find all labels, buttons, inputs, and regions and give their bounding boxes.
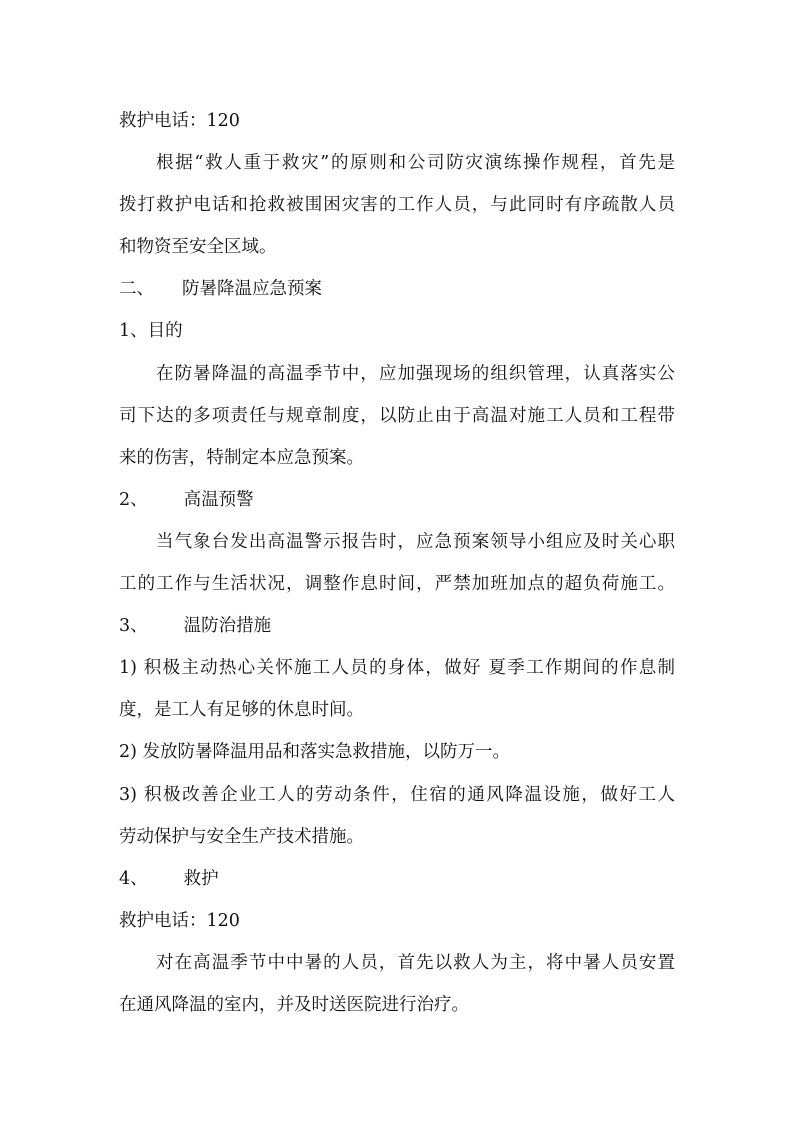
paragraph-line: 当气象台发出高温警示报告时，应急预案领导小组应及时关心职: [156, 531, 675, 552]
paragraph-line: 根据“救人重于救灾”的原则和公司防灾演练操作规程，首先是: [156, 153, 675, 174]
rescue-phone-line: 救护电话：120: [119, 111, 240, 131]
measure-line: 2) 发放防暑降温用品和落实急救措施，以防万一。: [119, 742, 511, 763]
paragraph-line: 来的伤害，特制定本应急预案。: [119, 447, 364, 468]
measure-line: 度，是工人有足够的休息时间。: [119, 700, 364, 721]
item-heading: [119, 605, 675, 647]
item-heading: [119, 479, 675, 521]
paragraph-line: 拨打救护电话和抢救被围困灾害的工作人员，与此同时有序疏散人员: [119, 195, 675, 216]
item-number: 2、: [119, 489, 148, 510]
item-number: 3、: [119, 616, 148, 637]
measure-line: 劳动保护与安全生产技术措施。: [119, 826, 364, 847]
item-title: 高温预警: [183, 489, 254, 510]
document-page: [119, 100, 675, 1026]
item-number: 4、: [119, 868, 148, 889]
section-title: 防暑降温应急预案: [182, 279, 322, 300]
item-title: 救护: [183, 868, 219, 889]
paragraph-line: 工的工作与生活状况，调整作息时间，严禁加班加点的超负荷施工。: [119, 574, 675, 595]
section-heading: [119, 268, 675, 310]
item-title: 温防治措施: [183, 616, 272, 637]
section-number: 二、: [119, 279, 154, 300]
paragraph-line: 对在高温季节中中暑的人员，首先以救人为主，将中暑人员安置: [156, 952, 675, 973]
paragraph-line: 司下达的多项责任与规章制度，以防止由于高温对施工人员和工程带: [119, 405, 675, 426]
item-heading: 1、目的: [119, 321, 183, 342]
measure-line: 1) 积极主动热心关怀施工人员的身体，做好 夏季工作期间的作息制: [119, 658, 675, 679]
paragraph-line: 在防暑降温的高温季节中，应加强现场的组织管理，认真落实公: [156, 363, 675, 384]
measure-line: 3) 积极改善企业工人的劳动条件，住宿的通风降温设施，做好工人: [119, 784, 675, 805]
item-heading: [119, 858, 675, 900]
paragraph-line: 在通风降温的室内，并及时送医院进行治疗。: [119, 994, 469, 1015]
rescue-phone-line: 救护电话：120: [119, 910, 240, 931]
paragraph-line: 和物资至安全区域。: [119, 237, 277, 258]
